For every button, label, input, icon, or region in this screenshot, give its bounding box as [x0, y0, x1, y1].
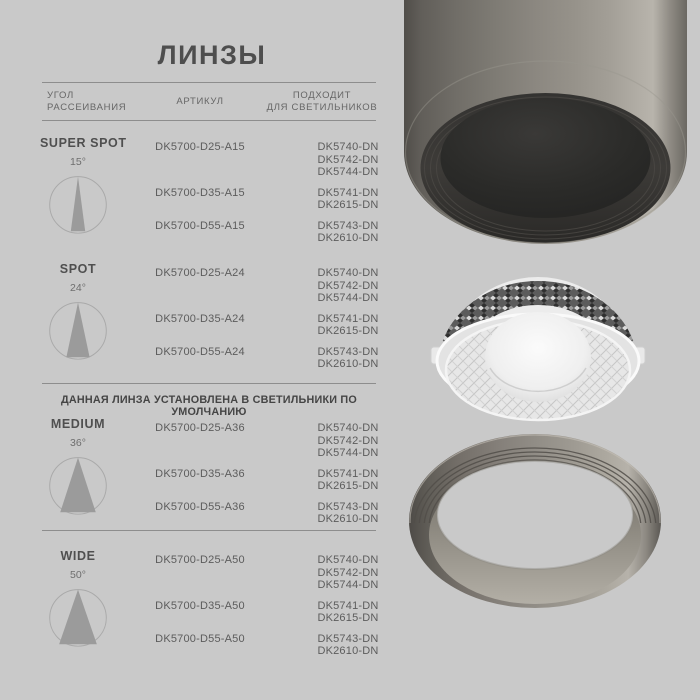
- metal-ring-graphic: [406, 431, 664, 613]
- beam-cone-icon: [45, 170, 111, 236]
- article-code: DK5700-D35-A50: [155, 599, 245, 612]
- article-code: DK5700-D55-A50: [155, 632, 245, 645]
- table-row: [120, 600, 416, 625]
- metal-cylinder-graphic: [402, 0, 689, 250]
- table-row: [120, 422, 416, 460]
- lens-optic-graphic: [430, 273, 646, 429]
- table-row: [120, 346, 416, 371]
- section-name: SUPER SPOT: [40, 136, 127, 150]
- article-code: DK5700-D35-A15: [155, 186, 245, 199]
- column-header-fits: ПОДХОДИТ ДЛЯ СВЕТИЛЬНИКОВ: [266, 90, 378, 113]
- article-code: DK5700-D25-A36: [155, 422, 245, 434]
- article-rows: [120, 267, 416, 379]
- angle-value: 36°: [70, 437, 86, 449]
- article-rows: [120, 422, 416, 534]
- compatible-fixtures: DK5741-DN DK2615-DN: [317, 599, 379, 624]
- section-name: SPOT: [59, 262, 97, 276]
- table-row: [120, 187, 416, 212]
- decorative-ring-image: [406, 431, 664, 618]
- article-code: DK5700-D55-A15: [155, 219, 245, 232]
- article-code: DK5700-D55-A24: [155, 345, 245, 358]
- lens-image: [430, 273, 646, 434]
- article-code: DK5700-D55-A36: [155, 500, 245, 513]
- beam-cone-icon: [45, 451, 111, 517]
- default-lens-note: ДАННАЯ ЛИНЗА УСТАНОВЛЕНА В СВЕТИЛЬНИКИ ПО УМОЛЧАНИЮ: [61, 394, 357, 418]
- table-row: [120, 554, 416, 592]
- article-rows: [120, 141, 416, 253]
- compatible-fixtures: DK5743-DN DK2610-DN: [317, 219, 379, 244]
- table-row: [120, 141, 416, 179]
- fixture-body-image: [402, 0, 689, 255]
- compatible-fixtures: DK5741-DN DK2615-DN: [317, 467, 379, 492]
- section-name: MEDIUM: [50, 417, 106, 431]
- compatible-fixtures: DK5740-DN DK5742-DN DK5744-DN: [317, 422, 379, 459]
- divider: [42, 383, 376, 384]
- beam-cone-icon: [45, 296, 111, 362]
- compatible-fixtures: DK5743-DN DK2610-DN: [317, 345, 379, 370]
- beam-cone-icon: [45, 583, 111, 649]
- table-row: [120, 633, 416, 658]
- beam-angle-column: [40, 549, 116, 654]
- article-rows: [120, 554, 416, 666]
- section-name: WIDE: [60, 549, 96, 563]
- beam-angle-column: [40, 262, 116, 367]
- compatible-fixtures: DK5743-DN DK2610-DN: [317, 500, 379, 525]
- angle-value: 24°: [70, 282, 86, 294]
- table-row: [120, 313, 416, 338]
- compatible-fixtures: DK5740-DN DK5742-DN DK5744-DN: [317, 554, 379, 591]
- article-code: DK5700-D25-A15: [155, 141, 245, 153]
- beam-angle-column: [40, 136, 127, 241]
- column-header-article: АРТИКУЛ: [176, 96, 224, 107]
- beam-angle-column: [40, 417, 116, 522]
- compatible-fixtures: DK5743-DN DK2610-DN: [317, 632, 379, 657]
- compatible-fixtures: DK5741-DN DK2615-DN: [317, 312, 379, 337]
- table-row: [120, 501, 416, 526]
- compatible-fixtures: DK5740-DN DK5742-DN DK5744-DN: [317, 141, 379, 178]
- divider: [42, 82, 376, 83]
- compatible-fixtures: DK5740-DN DK5742-DN DK5744-DN: [317, 267, 379, 304]
- article-code: DK5700-D35-A24: [155, 312, 245, 325]
- angle-value: 50°: [70, 569, 86, 581]
- article-code: DK5700-D25-A24: [155, 267, 245, 279]
- page-title: ЛИНЗЫ: [157, 40, 267, 70]
- article-code: DK5700-D35-A36: [155, 467, 245, 480]
- table-row: [120, 267, 416, 305]
- table-row: [120, 468, 416, 493]
- column-header-angle: УГОЛ РАССЕИВАНИЯ: [47, 90, 127, 113]
- divider: [42, 530, 376, 531]
- article-code: DK5700-D25-A50: [155, 554, 245, 566]
- angle-value: 15°: [70, 156, 86, 168]
- compatible-fixtures: DK5741-DN DK2615-DN: [317, 186, 379, 211]
- table-row: [120, 220, 416, 245]
- divider: [42, 120, 376, 121]
